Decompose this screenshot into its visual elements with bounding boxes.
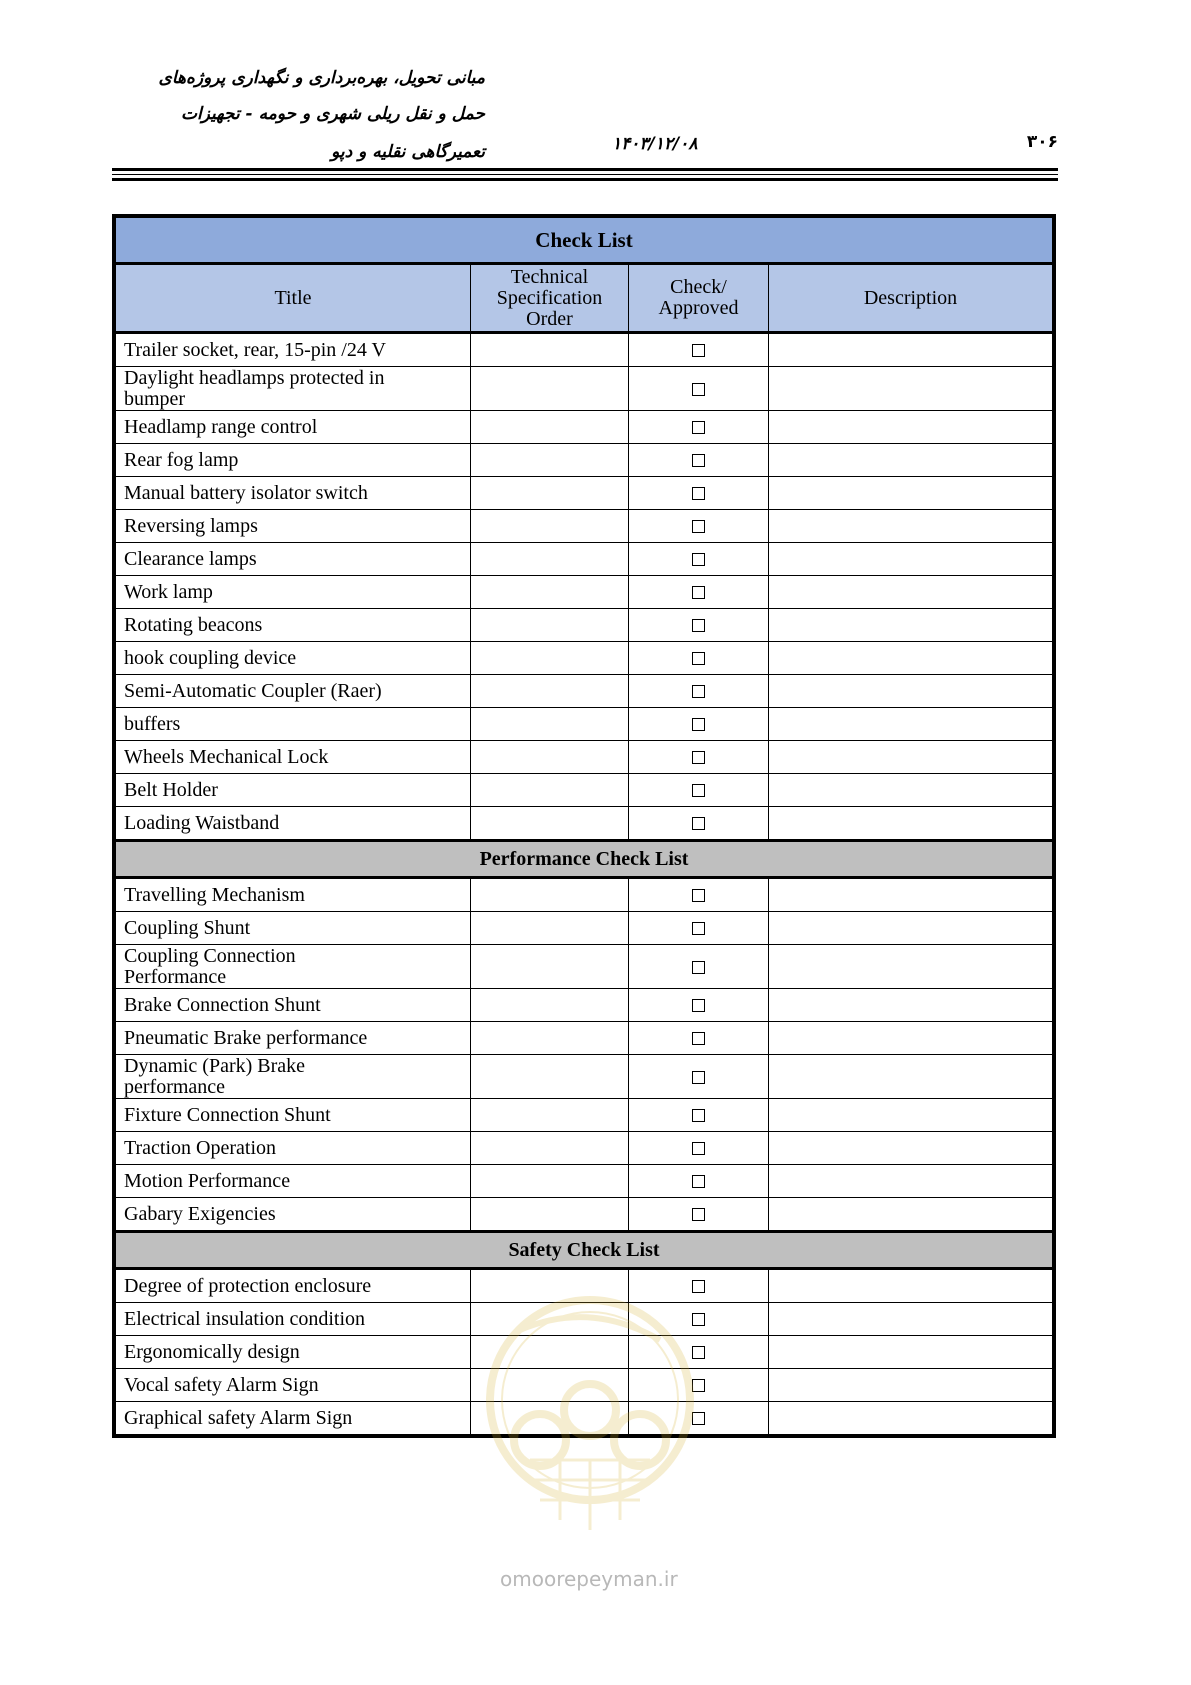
checkbox[interactable] [692,454,705,467]
tso-cell[interactable] [471,1099,629,1132]
check-cell [629,1022,769,1055]
header-rule [112,178,1058,181]
table-row [116,989,1053,1022]
description-cell[interactable] [769,477,1053,510]
item-title: Brake Connection Shunt [124,993,321,1016]
description-cell[interactable] [769,1336,1053,1369]
table-row [116,708,1053,741]
description-cell[interactable] [769,912,1053,945]
description-cell[interactable] [769,708,1053,741]
table-row [116,1165,1053,1198]
check-cell [629,444,769,477]
item-title-cell [116,675,471,708]
description-cell[interactable] [769,609,1053,642]
check-cell [629,576,769,609]
item-title: Wheels Mechanical Lock [124,745,329,768]
column-header-check-line: Check/ [670,276,727,298]
checkbox[interactable] [692,1208,705,1221]
safety-section [116,1232,1053,1269]
column-header-description: Description [769,264,1053,333]
table-row [116,411,1053,444]
description-cell[interactable] [769,543,1053,576]
table-row [116,912,1053,945]
table-row [116,945,1053,989]
check-cell [629,543,769,576]
item-title: buffers [124,712,181,735]
description-cell[interactable] [769,741,1053,774]
checkbox[interactable] [692,652,705,665]
table-title: Check List [116,218,1053,264]
item-title: Coupling Connection [124,944,296,967]
header-date: ۱۴۰۳/۱۲/۰۸ [612,134,698,154]
item-title-cell [116,945,471,989]
item-title-cell [116,1303,471,1336]
tso-cell[interactable] [471,510,629,543]
header-title-line3: تعمیرگاهی نقلیه و دپو [331,142,485,162]
item-title-cell [116,510,471,543]
checklist-table [112,214,1056,1438]
check-cell [629,774,769,807]
table-row [116,807,1053,841]
item-title: Travelling Mechanism [124,883,305,906]
item-title: Performance [124,965,227,988]
check-cell [629,878,769,912]
tso-cell[interactable] [471,878,629,912]
check-cell [629,411,769,444]
item-title: Rotating beacons [124,613,263,636]
check-cell [629,708,769,741]
item-title-cell [116,1402,471,1435]
tso-cell[interactable] [471,642,629,675]
tso-cell[interactable] [471,543,629,576]
item-title: Fixture Connection Shunt [124,1103,331,1126]
item-title-cell [116,1198,471,1232]
item-title: Dynamic (Park) Brake [124,1054,306,1077]
checkbox[interactable] [692,922,705,935]
description-cell[interactable] [769,333,1053,367]
description-cell[interactable] [769,989,1053,1022]
item-title-cell [116,477,471,510]
table-row [116,1055,1053,1099]
item-title: Loading Waistband [124,811,280,834]
table-row [116,741,1053,774]
item-title-cell [116,1055,471,1099]
description-cell[interactable] [769,1369,1053,1402]
item-title: Coupling Shunt [124,916,251,939]
item-title-cell [116,1269,471,1303]
header-rule [112,174,1058,175]
check-cell [629,1099,769,1132]
tso-cell[interactable] [471,1022,629,1055]
checkbox[interactable] [692,421,705,434]
table-row [116,367,1053,411]
check-cell [629,1132,769,1165]
item-title-cell [116,642,471,675]
performance-items [116,878,1053,1232]
item-title-cell [116,444,471,477]
item-title: Rear fog lamp [124,448,239,471]
tso-cell[interactable] [471,708,629,741]
description-cell[interactable] [769,1099,1053,1132]
checkbox[interactable] [692,1032,705,1045]
checkbox[interactable] [692,586,705,599]
checkbox[interactable] [692,553,705,566]
watermark-seal-icon [480,1290,700,1550]
tso-cell[interactable] [471,333,629,367]
column-header-tso-line: Specification [496,286,603,309]
check-cell [629,367,769,411]
table-row [116,774,1053,807]
description-cell[interactable] [769,1402,1053,1435]
item-title: Graphical safety Alarm Sign [124,1406,353,1429]
tso-cell[interactable] [471,1165,629,1198]
checkbox[interactable] [692,999,705,1012]
table-row [116,1099,1053,1132]
page-header [112,60,1058,170]
column-header-tso-line: Technical [510,265,589,288]
item-title: Degree of protection enclosure [124,1274,372,1297]
checkbox[interactable] [692,344,705,357]
item-title-cell [116,1132,471,1165]
checkbox[interactable] [692,889,705,902]
item-title-cell [116,609,471,642]
header-rule [112,168,1058,171]
item-title: bumper [124,387,186,410]
section-title-safety: Safety Check List [116,1232,1053,1269]
check-cell [629,642,769,675]
table-row [116,576,1053,609]
description-cell[interactable] [769,444,1053,477]
checkbox[interactable] [692,718,705,731]
table-row [116,444,1053,477]
checkbox[interactable] [692,1175,705,1188]
check-cell [629,510,769,543]
checkbox[interactable] [692,520,705,533]
description-cell[interactable] [769,1022,1053,1055]
item-title: Pneumatic Brake performance [124,1026,368,1049]
check-cell [629,912,769,945]
checkbox[interactable] [692,383,705,396]
checkbox[interactable] [692,784,705,797]
item-title-cell [116,807,471,841]
tso-cell[interactable] [471,477,629,510]
item-title: Clearance lamps [124,547,257,570]
item-title: Manual battery isolator switch [124,481,368,504]
description-cell[interactable] [769,878,1053,912]
tso-cell[interactable] [471,367,629,411]
description-cell[interactable] [769,642,1053,675]
item-title-cell [116,576,471,609]
column-header-tso [471,264,629,333]
header-title-line2: حمل و نقل ریلی شهری و حومه - تجهیزات [180,104,485,124]
performance-section [116,841,1053,878]
check-cell [629,945,769,989]
item-title: Vocal safety Alarm Sign [124,1373,319,1396]
column-header-tso-line: Order [526,307,573,330]
table-row [116,1198,1053,1232]
item-title-cell [116,1336,471,1369]
item-title-cell [116,1165,471,1198]
checkbox[interactable] [692,619,705,632]
tso-cell[interactable] [471,444,629,477]
item-title: Gabary Exigencies [124,1202,276,1225]
description-cell[interactable] [769,675,1053,708]
column-header-check [629,264,769,333]
tso-cell[interactable] [471,576,629,609]
item-title: Electrical insulation condition [124,1307,366,1330]
checkbox[interactable] [692,961,705,974]
checkbox[interactable] [692,1142,705,1155]
item-title-cell [116,333,471,367]
item-title: Ergonomically design [124,1340,300,1363]
description-cell[interactable] [769,510,1053,543]
description-cell[interactable] [769,1055,1053,1099]
item-title: Reversing lamps [124,514,258,537]
description-cell[interactable] [769,807,1053,841]
item-title-cell [116,878,471,912]
header-title-line1: مبانی تحویل، بهره‌برداری و نگهداری پروژه‌های [158,68,485,88]
item-title: Belt Holder [124,778,218,801]
item-title: Work lamp [124,580,213,603]
table-row [116,543,1053,576]
item-title: Semi-Automatic Coupler (Raer) [124,679,382,702]
item-title-cell [116,912,471,945]
item-title-cell [116,1099,471,1132]
item-title-cell [116,708,471,741]
item-title-cell [116,411,471,444]
item-title: Traction Operation [124,1136,277,1159]
table-row [116,477,1053,510]
check-cell [629,1055,769,1099]
tso-cell[interactable] [471,807,629,841]
checkbox[interactable] [692,817,705,830]
tso-cell[interactable] [471,989,629,1022]
item-title-cell [116,543,471,576]
tso-cell[interactable] [471,1198,629,1232]
description-cell[interactable] [769,1269,1053,1303]
item-title-cell [116,989,471,1022]
tso-cell[interactable] [471,945,629,989]
description-cell[interactable] [769,945,1053,989]
description-cell[interactable] [769,1132,1053,1165]
item-title: Trailer socket, rear, 15-pin /24 V [124,338,386,361]
checkbox[interactable] [692,685,705,698]
description-cell[interactable] [769,576,1053,609]
watermark-text: omoorepeyman.ir [500,1567,678,1591]
tso-cell[interactable] [471,1055,629,1099]
checkbox[interactable] [692,487,705,500]
item-title-cell [116,741,471,774]
table-row [116,510,1053,543]
description-cell[interactable] [769,774,1053,807]
column-header-check-line: Approved [658,297,739,319]
check-cell [629,807,769,841]
description-cell[interactable] [769,1198,1053,1232]
checkbox[interactable] [692,1071,705,1084]
item-title-cell [116,774,471,807]
item-title: Motion Performance [124,1169,291,1192]
table-row [116,333,1053,367]
item-title: performance [124,1075,226,1098]
column-header-title: Title [116,264,471,333]
table-row [116,609,1053,642]
check-cell [629,333,769,367]
description-cell[interactable] [769,1165,1053,1198]
tso-cell[interactable] [471,912,629,945]
check-cell [629,609,769,642]
tso-cell[interactable] [471,411,629,444]
tso-cell[interactable] [471,774,629,807]
tso-cell[interactable] [471,741,629,774]
tso-cell[interactable] [471,675,629,708]
table-row [116,878,1053,912]
check-cell [629,741,769,774]
table-row [116,642,1053,675]
tso-cell[interactable] [471,1132,629,1165]
tso-cell[interactable] [471,609,629,642]
item-title: Headlamp range control [124,415,318,438]
item-title-cell [116,367,471,411]
checkbox[interactable] [692,751,705,764]
item-title-cell [116,1022,471,1055]
check-cell [629,477,769,510]
item-title: hook coupling device [124,646,297,669]
check-cell [629,1198,769,1232]
check-cell [629,1165,769,1198]
check-cell [629,675,769,708]
main-items [116,333,1053,841]
item-title: Daylight headlamps protected in [124,366,385,389]
check-cell [629,989,769,1022]
page-number: ۳۰۶ [1026,132,1058,152]
checkbox[interactable] [692,1109,705,1122]
table-row [116,675,1053,708]
section-title-performance: Performance Check List [116,841,1053,878]
description-cell[interactable] [769,411,1053,444]
item-title-cell [116,1369,471,1402]
description-cell[interactable] [769,367,1053,411]
table-row [116,1022,1053,1055]
table-row [116,1132,1053,1165]
description-cell[interactable] [769,1303,1053,1336]
